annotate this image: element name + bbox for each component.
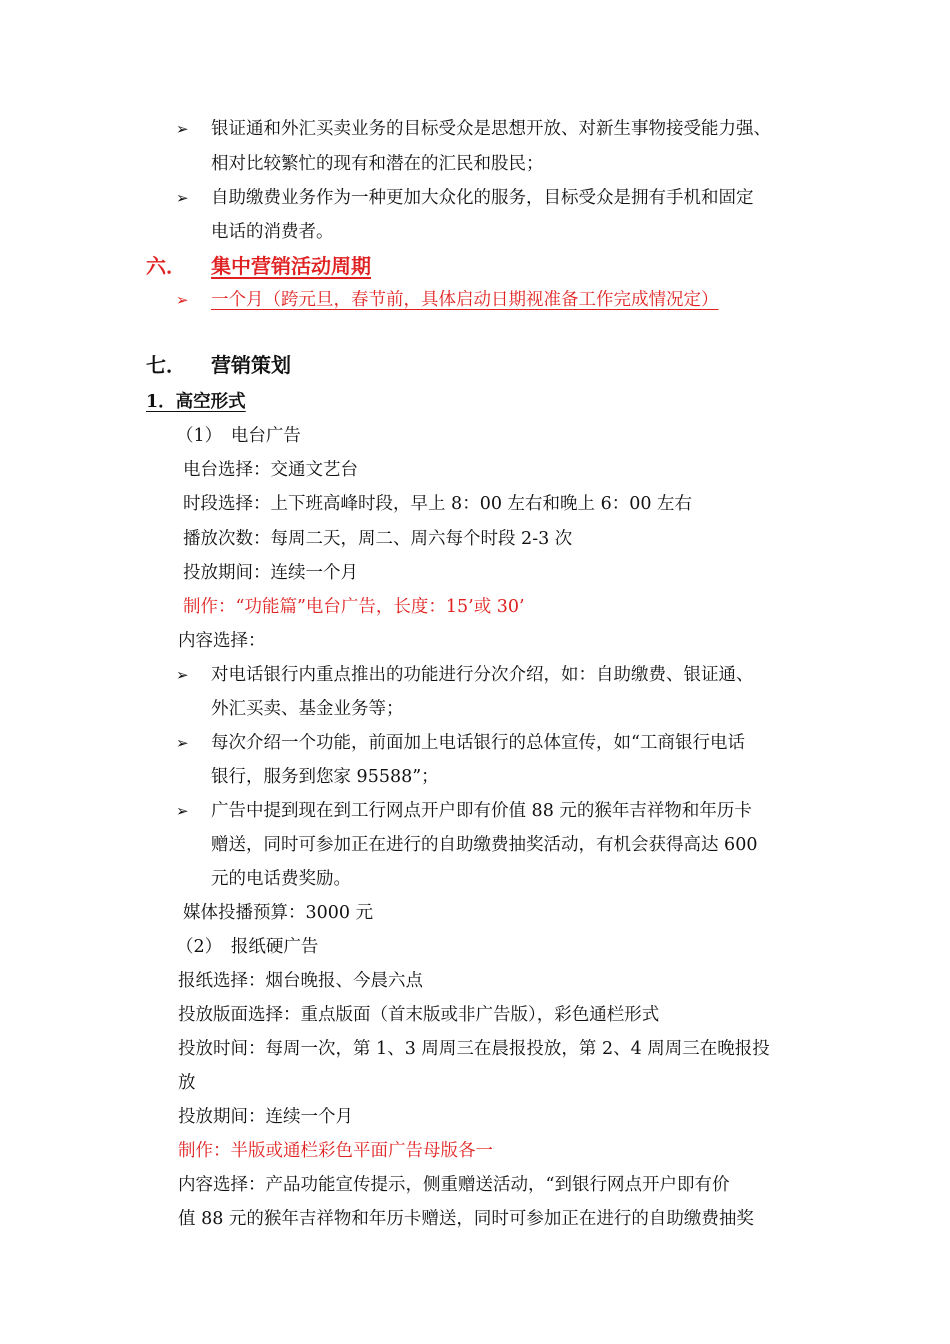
target-bullet-2-line-2: 电话的消费者。 xyxy=(211,222,334,242)
radio-time-slot: 时段选择：上下班高峰时段，早上 8：00 左右和晚上 6：00 左右 xyxy=(183,494,693,514)
target-bullet-2-line-1: 自助缴费业务作为一种更加大众化的服务，目标受众是拥有手机和固定 xyxy=(211,188,754,208)
arrow-bullet-icon: ➢ xyxy=(176,734,189,752)
section-6-number: 六． xyxy=(146,254,186,278)
section-7-number: 七． xyxy=(146,353,186,377)
radio-bullet-3-line-3: 元的电话费奖励。 xyxy=(211,869,351,889)
arrow-bullet-icon: ➢ xyxy=(176,291,189,309)
newspaper-content-line-2: 值 88 元的猴年吉祥物和年历卡赠送，同时可参加正在进行的自助缴费抽奖 xyxy=(178,1209,754,1229)
newspaper-paper: 报纸选择：烟台晚报、今晨六点 xyxy=(178,971,423,991)
radio-production: 制作：“功能篇”电台广告，长度：15’或 30’ xyxy=(183,597,525,617)
arrow-bullet-icon: ➢ xyxy=(176,189,189,207)
target-bullet-1-line-1: 银证通和外汇买卖业务的目标受众是思想开放、对新生事物接受能力强、 xyxy=(211,119,771,139)
radio-bullet-3-line-1: 广告中提到现在到工行网点开户即有价值 88 元的猴年吉祥物和年历卡 xyxy=(211,801,752,821)
radio-bullet-3-line-2: 赠送，同时可参加正在进行的自助缴费抽奖活动，有机会获得高达 600 xyxy=(211,835,758,855)
arrow-bullet-icon: ➢ xyxy=(176,802,189,820)
section-6-title: 集中营销活动周期 xyxy=(211,254,371,278)
target-bullet-1-line-2: 相对比较繁忙的现有和潜在的汇民和股民； xyxy=(211,154,544,174)
newspaper-production: 制作：半版或通栏彩色平面广告母版各一 xyxy=(178,1141,493,1161)
newspaper-time-line-2: 放 xyxy=(178,1073,196,1093)
radio-heading: （1） 电台广告 xyxy=(176,426,301,446)
newspaper-time-line-1: 投放时间：每周一次，第 1、3 周周三在晨报投放，第 2、4 周周三在晚报投 xyxy=(178,1039,770,1059)
radio-bullet-1-line-2: 外汇买卖、基金业务等； xyxy=(211,699,404,719)
newspaper-layout: 投放版面选择：重点版面（首末版或非广告版），彩色通栏形式 xyxy=(178,1005,660,1025)
section-7-title: 营销策划 xyxy=(211,353,291,377)
subsection-1-title: 1．高空形式 xyxy=(146,392,246,412)
radio-bullet-2-line-2: 银行，服务到您家 95588”； xyxy=(211,767,439,787)
section-6-bullet: 一个月（跨元旦，春节前，具体启动日期视准备工作完成情况定） xyxy=(211,290,719,310)
radio-period: 投放期间：连续一个月 xyxy=(183,563,358,583)
radio-station: 电台选择：交通文艺台 xyxy=(183,460,358,480)
newspaper-content-line-1: 内容选择：产品功能宣传提示，侧重赠送活动，“到银行网点开户即有价 xyxy=(178,1175,730,1195)
radio-frequency: 播放次数：每周二天，周二、周六每个时段 2-3 次 xyxy=(183,529,573,549)
newspaper-heading: （2） 报纸硬广告 xyxy=(176,937,319,957)
radio-bullet-1-line-1: 对电话银行内重点推出的功能进行分次介绍，如：自助缴费、银证通、 xyxy=(211,665,754,685)
arrow-bullet-icon: ➢ xyxy=(176,666,189,684)
arrow-bullet-icon: ➢ xyxy=(176,120,189,138)
radio-budget: 媒体投播预算：3000 元 xyxy=(183,903,374,923)
radio-bullet-2-line-1: 每次介绍一个功能，前面加上电话银行的总体宣传，如“工商银行电话 xyxy=(211,733,745,753)
radio-content-label: 内容选择： xyxy=(178,631,266,651)
newspaper-period: 投放期间：连续一个月 xyxy=(178,1107,353,1127)
